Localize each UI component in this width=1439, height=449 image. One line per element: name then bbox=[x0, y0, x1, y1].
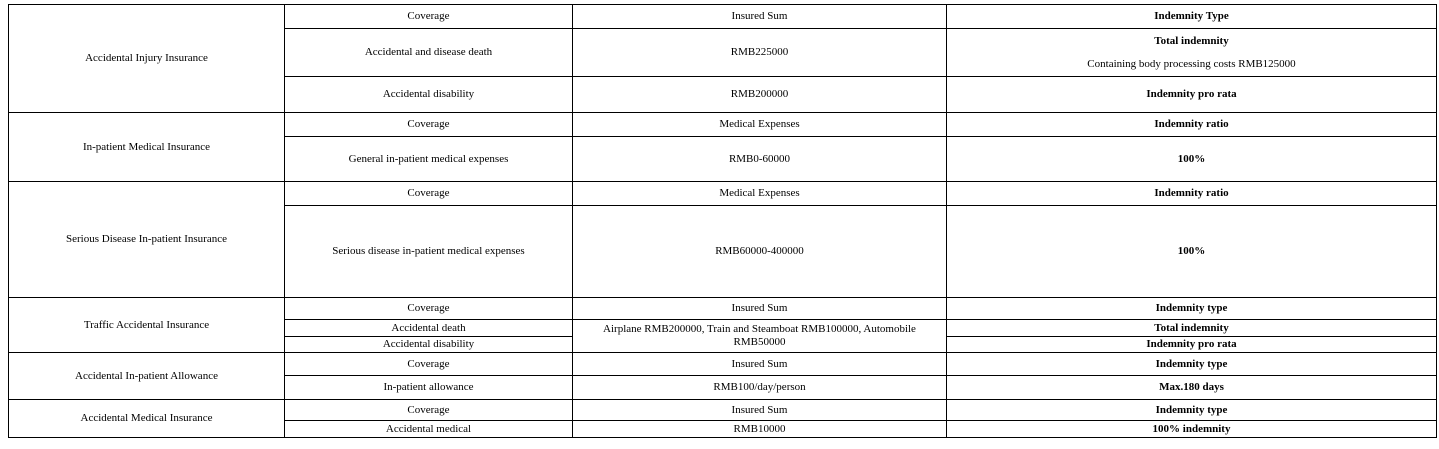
section-name-traffic-accidental: Traffic Accidental Insurance bbox=[9, 298, 285, 353]
coverage-cell: Accidental and disease death bbox=[285, 29, 573, 77]
table-row bbox=[9, 400, 1437, 421]
indemnity-cell: Indemnity pro rata bbox=[947, 77, 1437, 113]
coverage-cell: Serious disease in-patient medical expenses bbox=[285, 206, 573, 298]
section-name-accidental-medical: Accidental Medical Insurance bbox=[9, 400, 285, 438]
indemnity-ratio-cell: 100% bbox=[947, 137, 1437, 182]
header-insured-sum: Insured Sum bbox=[573, 353, 947, 376]
insured-sum-cell: RMB225000 bbox=[573, 29, 947, 77]
header-medical-expenses: Medical Expenses bbox=[573, 113, 947, 137]
table-row bbox=[9, 353, 1437, 376]
table-row bbox=[9, 5, 1437, 29]
header-indemnity-ratio: Indemnity ratio bbox=[947, 113, 1437, 137]
table-row bbox=[9, 298, 1437, 320]
header-indemnity-type: Indemnity type bbox=[947, 298, 1437, 320]
header-indemnity-ratio: Indemnity ratio bbox=[947, 182, 1437, 206]
header-indemnity-type: Indemnity type bbox=[947, 353, 1437, 376]
indemnity-ratio-cell: 100% bbox=[947, 206, 1437, 298]
insured-sum-cell: Airplane RMB200000, Train and Steamboat RMB100000, Automobile RMB50000 bbox=[573, 320, 947, 353]
insured-sum-cell: RMB10000 bbox=[573, 421, 947, 438]
insured-sum-cell: RMB200000 bbox=[573, 77, 947, 113]
header-insured-sum: Insured Sum bbox=[573, 400, 947, 421]
header-coverage: Coverage bbox=[285, 298, 573, 320]
header-medical-expenses: Medical Expenses bbox=[573, 182, 947, 206]
indemnity-type-text: Total indemnity bbox=[1154, 34, 1229, 47]
insured-sum-cell: RMB100/day/person bbox=[573, 376, 947, 400]
medical-expenses-cell: RMB0-60000 bbox=[573, 137, 947, 182]
header-coverage: Coverage bbox=[285, 353, 573, 376]
indemnity-cell: Max.180 days bbox=[947, 376, 1437, 400]
section-name-accidental-injury: Accidental Injury Insurance bbox=[9, 5, 285, 113]
header-coverage: Coverage bbox=[285, 5, 573, 29]
header-coverage: Coverage bbox=[285, 113, 573, 137]
header-insured-sum: Insured Sum bbox=[573, 298, 947, 320]
indemnity-cell: Total indemnity bbox=[947, 320, 1437, 337]
header-indemnity-type: Indemnity Type bbox=[947, 5, 1437, 29]
section-name-serious-disease: Serious Disease In-patient Insurance bbox=[9, 182, 285, 298]
coverage-cell: Accidental death bbox=[285, 320, 573, 337]
coverage-cell: Accidental disability bbox=[285, 77, 573, 113]
header-insured-sum: Insured Sum bbox=[573, 5, 947, 29]
coverage-cell: Accidental disability bbox=[285, 337, 573, 353]
indemnity-cell: 100% indemnity bbox=[947, 421, 1437, 438]
header-coverage: Coverage bbox=[285, 400, 573, 421]
header-coverage: Coverage bbox=[285, 182, 573, 206]
coverage-cell: Accidental medical bbox=[285, 421, 573, 438]
coverage-cell: General in-patient medical expenses bbox=[285, 137, 573, 182]
table-row bbox=[9, 113, 1437, 137]
indemnity-note-text: Containing body processing costs RMB125000 bbox=[1087, 57, 1296, 70]
indemnity-cell: Indemnity pro rata bbox=[947, 337, 1437, 353]
coverage-cell: In-patient allowance bbox=[285, 376, 573, 400]
section-name-inpatient-medical: In-patient Medical Insurance bbox=[9, 113, 285, 182]
table-row bbox=[9, 182, 1437, 206]
indemnity-cell bbox=[947, 29, 1437, 77]
section-name-inpatient-allowance: Accidental In-patient Allowance bbox=[9, 353, 285, 400]
header-indemnity-type: Indemnity type bbox=[947, 400, 1437, 421]
medical-expenses-cell: RMB60000-400000 bbox=[573, 206, 947, 298]
insurance-coverage-table bbox=[8, 4, 1437, 438]
